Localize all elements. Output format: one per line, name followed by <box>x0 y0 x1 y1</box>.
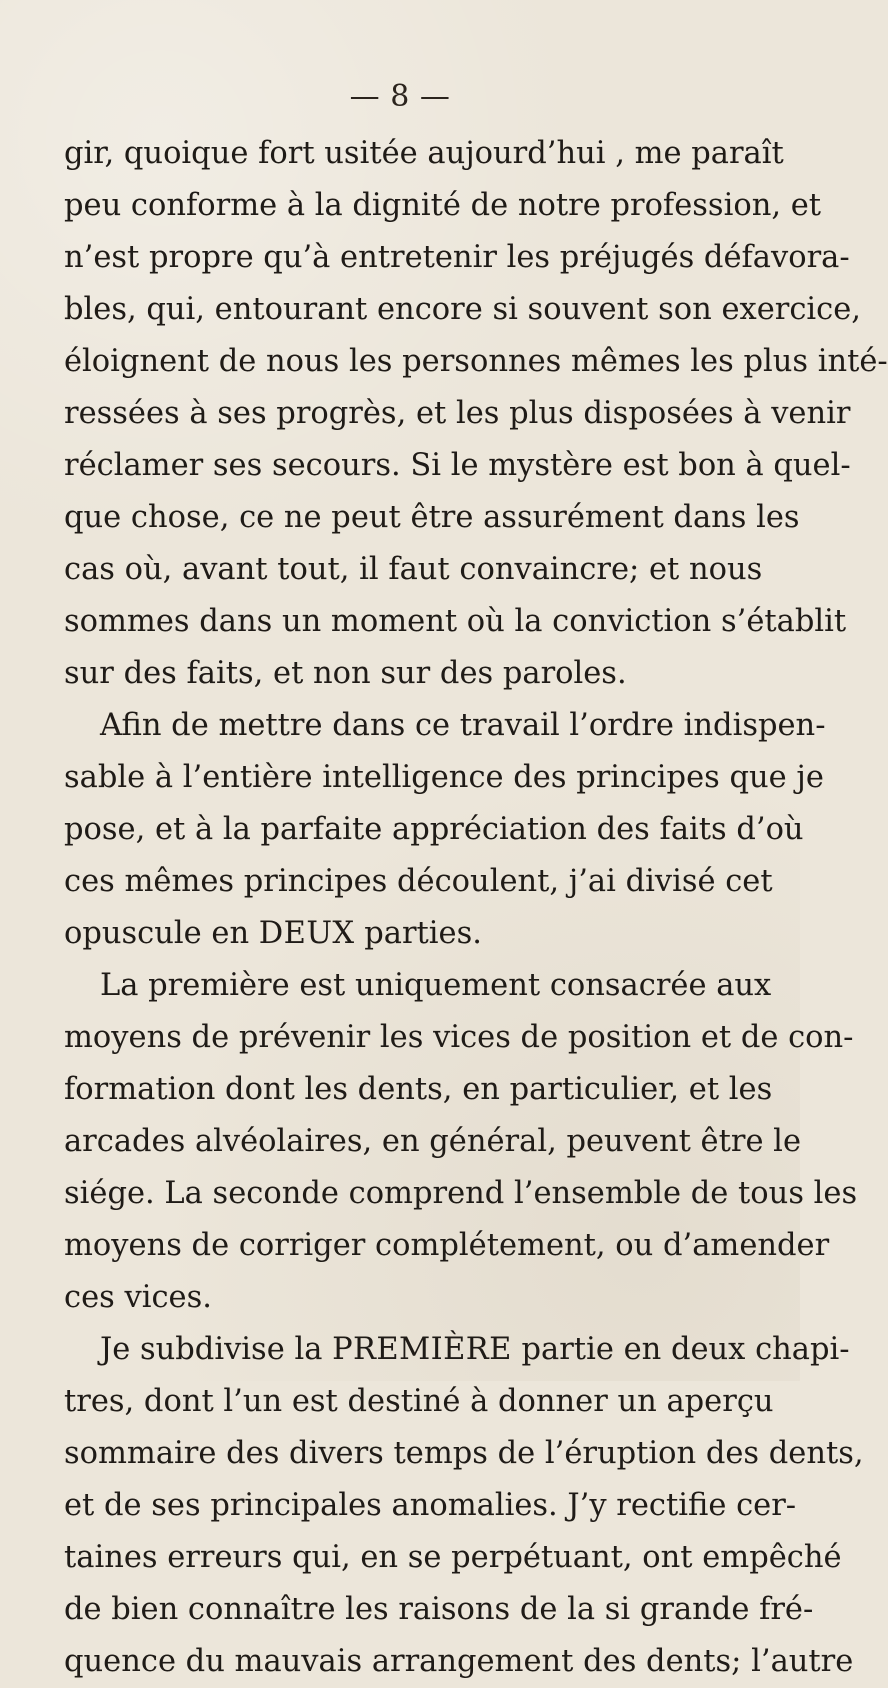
text-fragment: partie en deux chapi- <box>511 1332 850 1367</box>
text-line: de bien connaître les raisons de la si grande fré- <box>64 1592 814 1627</box>
text-line: et de ses principales anomalies. J’y rectifie cer- <box>64 1488 797 1523</box>
paragraph-start-line: La première est uniquement consacrée aux <box>100 968 772 1003</box>
text-line: bles, qui, entourant encore si souvent son exercice, <box>64 292 861 327</box>
page-number-header: — 8 — <box>349 79 451 114</box>
text-line: peu conforme à la dignité de notre profession, et <box>64 188 822 223</box>
text-line: arcades alvéolaires, en général, peuvent être le <box>64 1124 801 1159</box>
paragraph-end-line: sur des faits, et non sur des paroles. <box>64 656 627 691</box>
text-line: sommes dans un moment où la conviction s’établit <box>64 604 847 639</box>
paragraph-end-line <box>64 908 747 960</box>
text-line: sommaire des divers temps de l’éruption des dents, <box>64 1436 864 1471</box>
text-line: sable à l’entière intelligence des principes que je <box>64 760 824 795</box>
text-line: formation dont les dents, en particulier, et les <box>64 1072 773 1107</box>
text-fragment: Je subdivise la <box>100 1332 333 1367</box>
text-line: cas où, avant tout, il faut convaincre; et nous <box>64 552 763 587</box>
text-line: ces mêmes principes découlent, j’ai divisé cet <box>64 864 773 899</box>
text-line: ressées à ses progrès, et les plus disposées à venir <box>64 396 851 431</box>
text-line: gir, quoique fort usitée aujourd’hui , me paraît <box>64 136 784 171</box>
text-line: réclamer ses secours. Si le mystère est bon à quel- <box>64 448 851 483</box>
text-fragment: parties. <box>354 916 482 951</box>
text-line: moyens de prévenir les vices de position et de con- <box>64 1020 854 1055</box>
paragraph-start-line <box>64 1324 850 1376</box>
text-line: siége. La seconde comprend l’ensemble de tous les <box>64 1176 858 1211</box>
text-line: quence du mauvais arrangement des dents; l’autre <box>64 1644 854 1679</box>
text-line: pose, et à la parfaite appréciation des faits d’où <box>64 812 804 847</box>
text-line: tres, dont l’un est destiné à donner un aperçu <box>64 1384 774 1419</box>
small-caps-word: DEUX <box>258 916 355 951</box>
small-caps-word: PREMIÈRE <box>332 1332 512 1367</box>
text-line: moyens de corriger complétement, ou d’amender <box>64 1228 830 1263</box>
text-fragment: opuscule en <box>64 916 259 951</box>
paragraph-start-line: Afin de mettre dans ce travail l’ordre indispen- <box>100 708 826 743</box>
text-line: éloignent de nous les personnes mêmes les plus inté- <box>64 344 888 379</box>
body-text <box>64 128 888 1688</box>
text-line: taines erreurs qui, en se perpétuant, ont empêché <box>64 1540 842 1575</box>
text-line: que chose, ce ne peut être assurément dans les <box>64 500 800 535</box>
paragraph-end-line: ces vices. <box>64 1280 212 1315</box>
text-line: n’est propre qu’à entretenir les préjugés défavora- <box>64 240 850 275</box>
